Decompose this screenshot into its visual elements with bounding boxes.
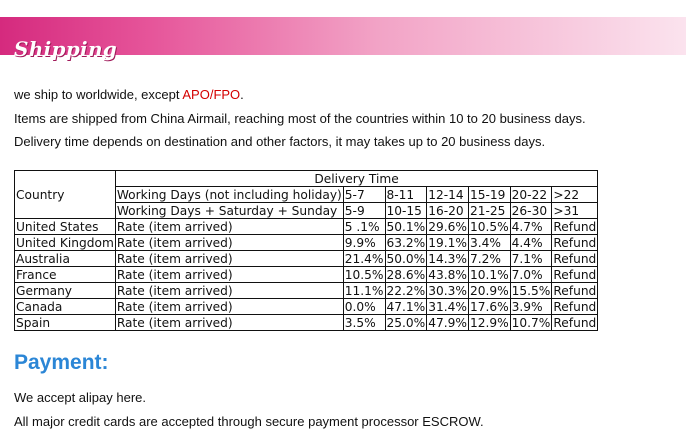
table-row xyxy=(15,235,598,251)
payment-title: Payment: xyxy=(14,351,109,374)
working-days-label: Working Days (not including holiday) xyxy=(116,187,342,202)
rate-cell: 43.8% xyxy=(428,267,467,282)
rate-cell: 19.1% xyxy=(428,235,467,250)
rate-cell: 25.0% xyxy=(386,315,426,330)
rate-cell: 22.2% xyxy=(386,283,426,298)
country-cell: United Kingdom xyxy=(16,235,114,250)
rate-cell: Refund xyxy=(553,267,597,282)
country-cell: Germany xyxy=(15,283,116,299)
rate-cell: 63.2% xyxy=(386,235,426,250)
alipay-line: We accept alipay here. xyxy=(14,390,146,405)
rate-cell: 15.5% xyxy=(511,283,551,298)
rate-cell: 7.2% xyxy=(468,251,510,267)
rate-cell: 50.1% xyxy=(386,219,426,234)
shipping-title: Shipping xyxy=(14,37,118,61)
working-days-cell: 8-11 xyxy=(385,187,427,203)
credit-cards-line: All major credit cards are accepted through secure payment processor ESCROW. xyxy=(14,414,484,429)
metric-cell: Rate (item arrived) xyxy=(115,235,343,251)
rate-cell: Refund xyxy=(553,283,597,298)
calendar-days-cell: 26-30 xyxy=(510,203,552,219)
rate-cell: 4.7% xyxy=(510,219,552,235)
rate-cell: 31.4% xyxy=(428,299,467,314)
rate-cell: 0.0% xyxy=(343,299,385,315)
metric-cell: Rate (item arrived) xyxy=(115,299,343,315)
delivery-time-line: Delivery time depends on destination and other factors, it may takes up to 20 business days. xyxy=(14,134,546,149)
ship-worldwide-line xyxy=(14,87,244,102)
apo-fpo-highlight: APO/FPO xyxy=(182,87,241,102)
rate-cell: 12.9% xyxy=(469,315,509,330)
delivery-time-table xyxy=(14,170,598,331)
rate-cell: Refund xyxy=(553,299,597,314)
working-days-cell: 15-19 xyxy=(468,187,510,203)
table-row xyxy=(15,315,598,331)
working-days-cell: 5-7 xyxy=(343,187,385,203)
metric-cell: Rate (item arrived) xyxy=(115,219,343,235)
rate-cell: 3.5% xyxy=(343,315,385,331)
rate-cell: 10.1% xyxy=(469,267,509,282)
rate-cell: 3.4% xyxy=(468,235,510,251)
calendar-days-cell: 5-9 xyxy=(343,203,385,219)
rate-cell: 9.9% xyxy=(343,235,385,251)
rate-cell: 14.3% xyxy=(428,251,467,266)
country-cell: Spain xyxy=(15,315,116,331)
metric-cell: Rate (item arrived) xyxy=(115,251,343,267)
rate-cell: 28.6% xyxy=(386,267,426,282)
metric-cell: Rate (item arrived) xyxy=(115,267,343,283)
table-header-row xyxy=(15,171,598,187)
table-row xyxy=(15,299,598,315)
rate-cell: 7.1% xyxy=(510,251,552,267)
table-row xyxy=(15,267,598,283)
working-days-cell: 20-22 xyxy=(510,187,552,203)
calendar-days-cell: 10-15 xyxy=(385,203,427,219)
rate-cell: 4.4% xyxy=(510,235,552,251)
calendar-days-label: Working Days + Saturday + Sunday xyxy=(115,203,343,219)
rate-cell: 50.0% xyxy=(386,251,426,266)
rate-cell: 5 .1% xyxy=(343,219,385,235)
calendar-days-cell: >31 xyxy=(552,203,598,219)
working-days-cell: 12-14 xyxy=(427,187,469,203)
metric-cell: Rate (item arrived) xyxy=(115,315,343,331)
calendar-days-cell: 21-25 xyxy=(468,203,510,219)
shipping-banner xyxy=(0,17,686,61)
rate-cell: 20.9% xyxy=(469,283,509,298)
rate-cell: 47.9% xyxy=(428,315,467,330)
rate-cell: 11.1% xyxy=(344,283,384,298)
rate-cell: 47.1% xyxy=(386,299,426,314)
ship-worldwide-text: we ship to worldwide, except xyxy=(14,87,183,102)
rate-cell: 3.9% xyxy=(510,299,552,315)
table-row xyxy=(15,283,598,299)
working-days-cell: >22 xyxy=(552,187,598,203)
table-row xyxy=(15,251,598,267)
table-row xyxy=(15,219,598,235)
country-cell: Australia xyxy=(15,251,116,267)
rate-cell: 10.7% xyxy=(511,315,551,330)
country-cell: United States xyxy=(15,219,116,235)
country-cell: France xyxy=(15,267,116,283)
rate-cell: 10.5% xyxy=(469,219,509,234)
rate-cell: 17.6% xyxy=(469,299,509,314)
country-header: Country xyxy=(15,171,116,219)
rate-cell: Refund xyxy=(553,251,597,266)
rate-cell: Refund xyxy=(553,219,597,234)
calendar-days-cell: 16-20 xyxy=(427,203,469,219)
rate-cell: 29.6% xyxy=(428,219,467,234)
country-cell: Canada xyxy=(15,299,116,315)
rate-cell: 7.0% xyxy=(510,267,552,283)
ship-worldwide-period: . xyxy=(240,87,244,102)
rate-cell: 21.4% xyxy=(344,251,384,266)
metric-cell: Rate (item arrived) xyxy=(115,283,343,299)
delivery-time-header: Delivery Time xyxy=(115,171,597,187)
airmail-line: Items are shipped from China Airmail, reaching most of the countries within 10 to 20 business days. xyxy=(14,111,586,126)
rate-cell: Refund xyxy=(553,235,597,250)
rate-cell: 10.5% xyxy=(344,267,384,282)
rate-cell: Refund xyxy=(553,315,597,330)
rate-cell: 30.3% xyxy=(428,283,467,298)
